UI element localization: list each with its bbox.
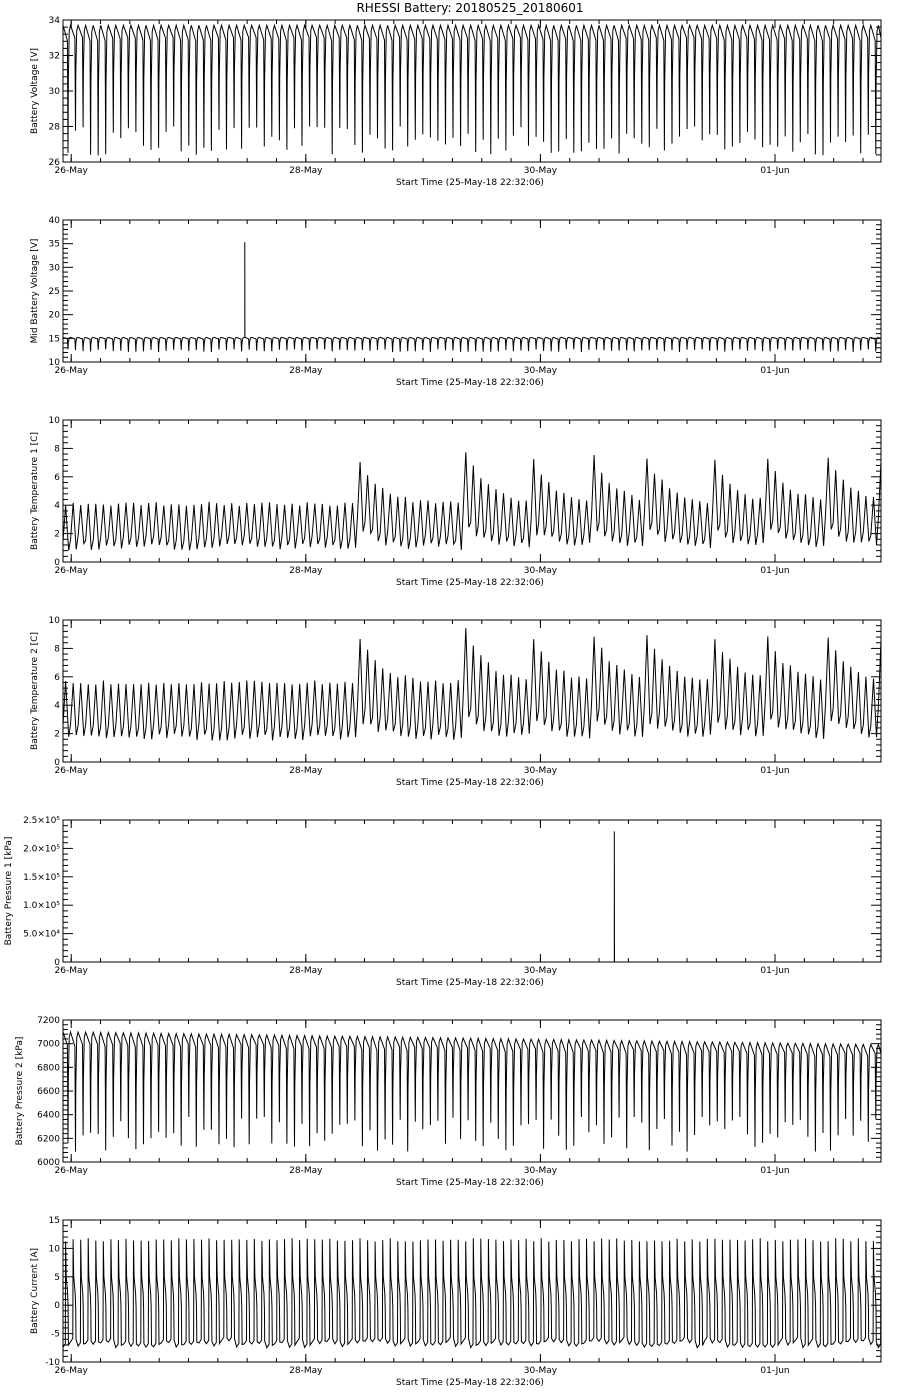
y-tick-label: 2.0×10⁵ [23,844,60,855]
x-tick-label: 26-May [54,1166,88,1176]
y-tick-label: 25 [48,287,60,297]
x-tick-label: 30-May [523,366,558,376]
x-axis-label: Start Time (25-May-18 22:32:06) [396,978,544,988]
x-tick-label: 26-May [54,966,88,976]
x-tick-label: 28-May [289,1366,323,1376]
x-tick-label: 30-May [523,166,558,176]
y-tick-label: 30 [48,263,60,274]
x-tick-label: 28-May [289,766,323,776]
plot-frame [63,220,881,362]
x-tick-label: 30-May [523,1366,558,1376]
panel-5 [4,816,881,988]
y-tick-label: 6200 [37,1134,60,1145]
x-axis-label: Start Time (25-May-18 22:32:06) [396,1378,544,1388]
x-tick-label: 01-Jun [760,166,790,176]
x-tick-label: 01-Jun [760,366,790,376]
x-axis-label: Start Time (25-May-18 22:32:06) [396,378,544,388]
y-tick-label: 15 [48,334,60,345]
y-tick-label: -10 [45,1358,60,1368]
y-tick-label: 30 [48,87,60,97]
y-tick-label: -5 [51,1329,60,1340]
y-tick-label: 8 [54,644,60,655]
y-tick-label: 5 [54,1272,60,1283]
y-tick-label: 0 [54,958,60,968]
panel-6 [15,1016,881,1188]
y-axis-label: Battery Voltage [V] [30,48,40,134]
plot-frame [63,20,881,162]
x-tick-label: 26-May [54,566,88,576]
y-tick-label: 10 [48,358,60,368]
panel-7 [30,1216,881,1388]
y-tick-label: 20 [48,310,60,321]
y-axis-label: Battery Temperature 2 [C] [30,632,40,750]
y-tick-label: 4 [54,701,60,712]
x-tick-label: 28-May [289,566,323,576]
y-tick-label: 26 [48,158,60,168]
series-line-6 [63,1032,881,1152]
series-line-3 [63,452,881,550]
y-tick-label: 6 [54,472,60,483]
panel-1 [30,16,881,188]
y-tick-label: 1.0×10⁵ [23,901,60,912]
panel-2 [30,216,881,388]
y-axis-label: Battery Pressure 2 [kPa] [15,1036,25,1146]
x-tick-label: 30-May [523,1166,558,1176]
y-axis-label: Battery Current [A] [30,1247,40,1335]
y-tick-label: 6400 [37,1110,60,1121]
x-tick-label: 01-Jun [760,1366,790,1376]
y-tick-label: 35 [48,239,60,250]
y-tick-label: 15 [48,1216,60,1226]
x-tick-label: 28-May [289,166,323,176]
y-tick-label: 6 [54,672,60,683]
y-tick-label: 2 [54,729,60,740]
y-tick-label: 2 [54,529,60,540]
panel-4 [30,616,881,788]
x-tick-label: 26-May [54,1366,88,1376]
x-tick-label: 30-May [523,566,558,576]
x-tick-label: 28-May [289,1166,323,1176]
y-tick-label: 7000 [37,1039,60,1050]
x-axis-label: Start Time (25-May-18 22:32:06) [396,578,544,588]
y-tick-label: 0 [54,558,60,568]
x-tick-label: 30-May [523,966,558,976]
x-axis-label: Start Time (25-May-18 22:32:06) [396,178,544,188]
series-line-4 [63,628,881,740]
y-axis-label: Mid Battery Voltage [V] [30,238,40,344]
y-tick-label: 10 [48,616,60,626]
x-axis-label: Start Time (25-May-18 22:32:06) [396,778,544,788]
plot-frame [63,820,881,962]
y-tick-label: 0 [54,1301,60,1312]
figure-title: RHESSI Battery: 20180525_20180601 [356,1,584,15]
y-tick-label: 10 [48,416,60,426]
y-axis-label: Battery Temperature 1 [C] [30,432,40,550]
x-tick-label: 30-May [523,766,558,776]
x-tick-label: 01-Jun [760,766,790,776]
series-line-7 [63,1238,881,1348]
y-tick-label: 1.5×10⁵ [23,872,60,883]
y-tick-label: 10 [48,1244,60,1255]
y-tick-label: 6800 [37,1063,60,1074]
x-tick-label: 01-Jun [760,566,790,576]
y-tick-label: 4 [54,501,60,512]
x-tick-label: 26-May [54,766,88,776]
y-tick-label: 6000 [37,1158,60,1168]
x-tick-label: 28-May [289,366,323,376]
x-tick-label: 26-May [54,366,88,376]
y-tick-label: 40 [48,216,60,226]
y-tick-label: 6600 [37,1087,60,1097]
chart-panels [4,16,881,1388]
y-axis-label: Battery Pressure 1 [kPa] [4,836,14,946]
x-tick-label: 28-May [289,966,323,976]
y-tick-label: 8 [54,444,60,455]
x-tick-label: 01-Jun [760,1166,790,1176]
y-tick-label: 0 [54,758,60,768]
y-tick-label: 32 [48,51,60,62]
series-line-5 [63,831,881,962]
y-tick-label: 2.5×10⁵ [23,816,60,826]
series-line-2 [63,242,881,352]
y-tick-label: 34 [48,16,60,26]
x-tick-label: 01-Jun [760,966,790,976]
panel-3 [30,416,881,588]
series-line-1 [63,25,881,155]
y-tick-label: 28 [48,122,60,133]
y-tick-label: 7200 [37,1016,60,1026]
x-tick-label: 26-May [54,166,88,176]
y-tick-label: 5.0×10⁴ [23,929,60,940]
x-axis-label: Start Time (25-May-18 22:32:06) [396,1178,544,1188]
